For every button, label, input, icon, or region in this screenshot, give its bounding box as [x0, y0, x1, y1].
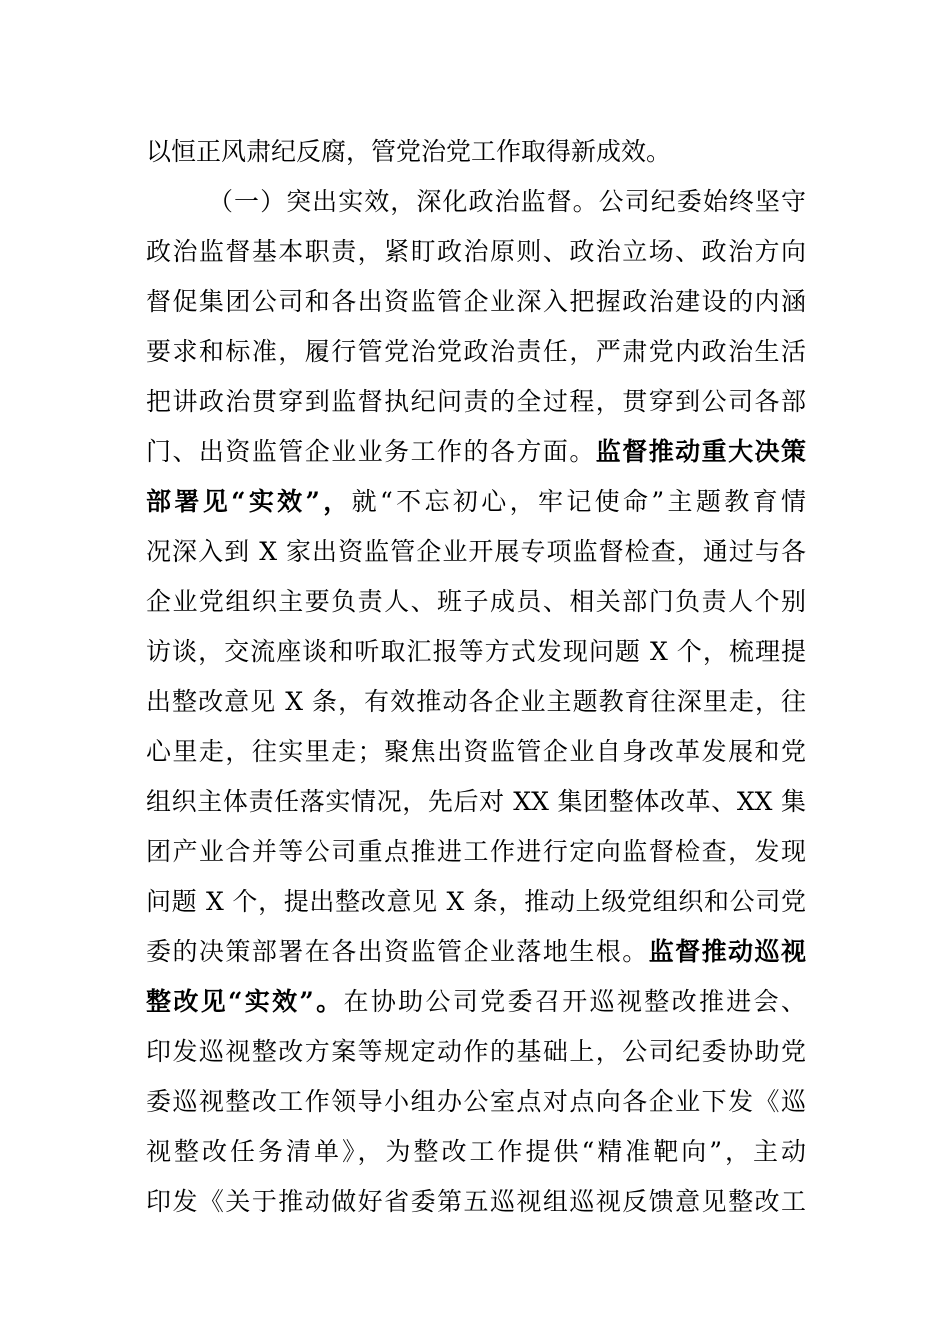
text-run: 委的决策部署在各出资监管企业落地生根。: [146, 937, 649, 966]
text-line: [146, 382, 806, 422]
text-run: 团产业合并等公司重点推进工作进行定向监督检查，发现: [146, 837, 806, 866]
text-run: 要求和标准，履行管党治党政治责任，严肃党内政治生活: [146, 337, 806, 366]
bold-subheading: 监督推动重大决策: [595, 437, 806, 466]
text-run: 企业党组织主要负责人、班子成员、相关部门负责人个别: [146, 587, 806, 616]
text-run: 把讲政治贯穿到监督执纪问责的全过程，贯穿到公司各部: [146, 387, 806, 416]
text-run: 视整改任务清单》，为整改工作提供“精准靶向”，主动: [146, 1137, 806, 1166]
text-run: 况深入到 X 家出资监管企业开展专项监督检查，通过与各: [146, 537, 806, 566]
text-line: [146, 632, 806, 672]
text-run: 门、出资监管企业业务工作的各方面。: [146, 437, 596, 466]
text-line: [146, 832, 806, 872]
text-line: [146, 582, 806, 622]
text-run: 公司纪委始终坚守: [598, 187, 806, 216]
text-line: [146, 882, 806, 922]
text-line: [146, 1132, 806, 1172]
text-line: [146, 282, 806, 322]
bold-subheading: 整改见“实效”。: [146, 987, 344, 1016]
text-line: [146, 732, 806, 772]
text-run: 出整改意见 X 条，有效推动各企业主题教育往深里走，往: [146, 687, 806, 716]
section-heading: （一）突出实效，深化政治监督。: [208, 187, 599, 216]
text-run: 委巡视整改工作领导小组办公室点对点向各企业下发《巡: [146, 1087, 806, 1116]
text-line: [146, 482, 806, 522]
text-run: 以恒正风肃纪反腐，管党治党工作取得新成效。: [146, 137, 672, 166]
text-line: [146, 1032, 806, 1072]
text-run: 问题 X 个，提出整改意见 X 条，推动上级党组织和公司党: [146, 887, 806, 916]
text-line: [146, 132, 806, 172]
text-line: [146, 932, 806, 972]
text-line: [146, 232, 806, 272]
text-run: 印发巡视整改方案等规定动作的基础上，公司纪委协助党: [146, 1037, 806, 1066]
text-line: [146, 532, 806, 572]
text-run: 在协助公司党委召开巡视整改推进会、: [343, 987, 806, 1016]
text-run: 政治监督基本职责，紧盯政治原则、政治立场、政治方向: [146, 237, 806, 266]
text-line: [146, 782, 806, 822]
text-line: [146, 982, 806, 1022]
text-run: 组织主体责任落实情况，先后对 XX 集团整体改革、XX 集: [146, 787, 806, 816]
bold-subheading: 监督推动巡视: [648, 937, 806, 966]
bold-subheading: 部署见“实效”，: [146, 487, 352, 516]
text-run: 就“不忘初心，牢记使命”主题教育情: [351, 487, 806, 516]
section-heading-line: [208, 182, 806, 222]
text-run: 督促集团公司和各出资监管企业深入把握政治建设的内涵: [146, 287, 806, 316]
text-line: [146, 1182, 806, 1222]
text-run: 访谈，交流座谈和听取汇报等方式发现问题 X 个，梳理提: [146, 637, 806, 666]
text-line: [146, 332, 806, 372]
text-line: [146, 682, 806, 722]
text-line: [146, 1082, 806, 1122]
text-run: 印发《关于推动做好省委第五巡视组巡视反馈意见整改工: [146, 1187, 806, 1216]
text-line: [146, 432, 806, 472]
text-run: 心里走，往实里走；聚焦出资监管企业自身改革发展和党: [146, 737, 806, 766]
